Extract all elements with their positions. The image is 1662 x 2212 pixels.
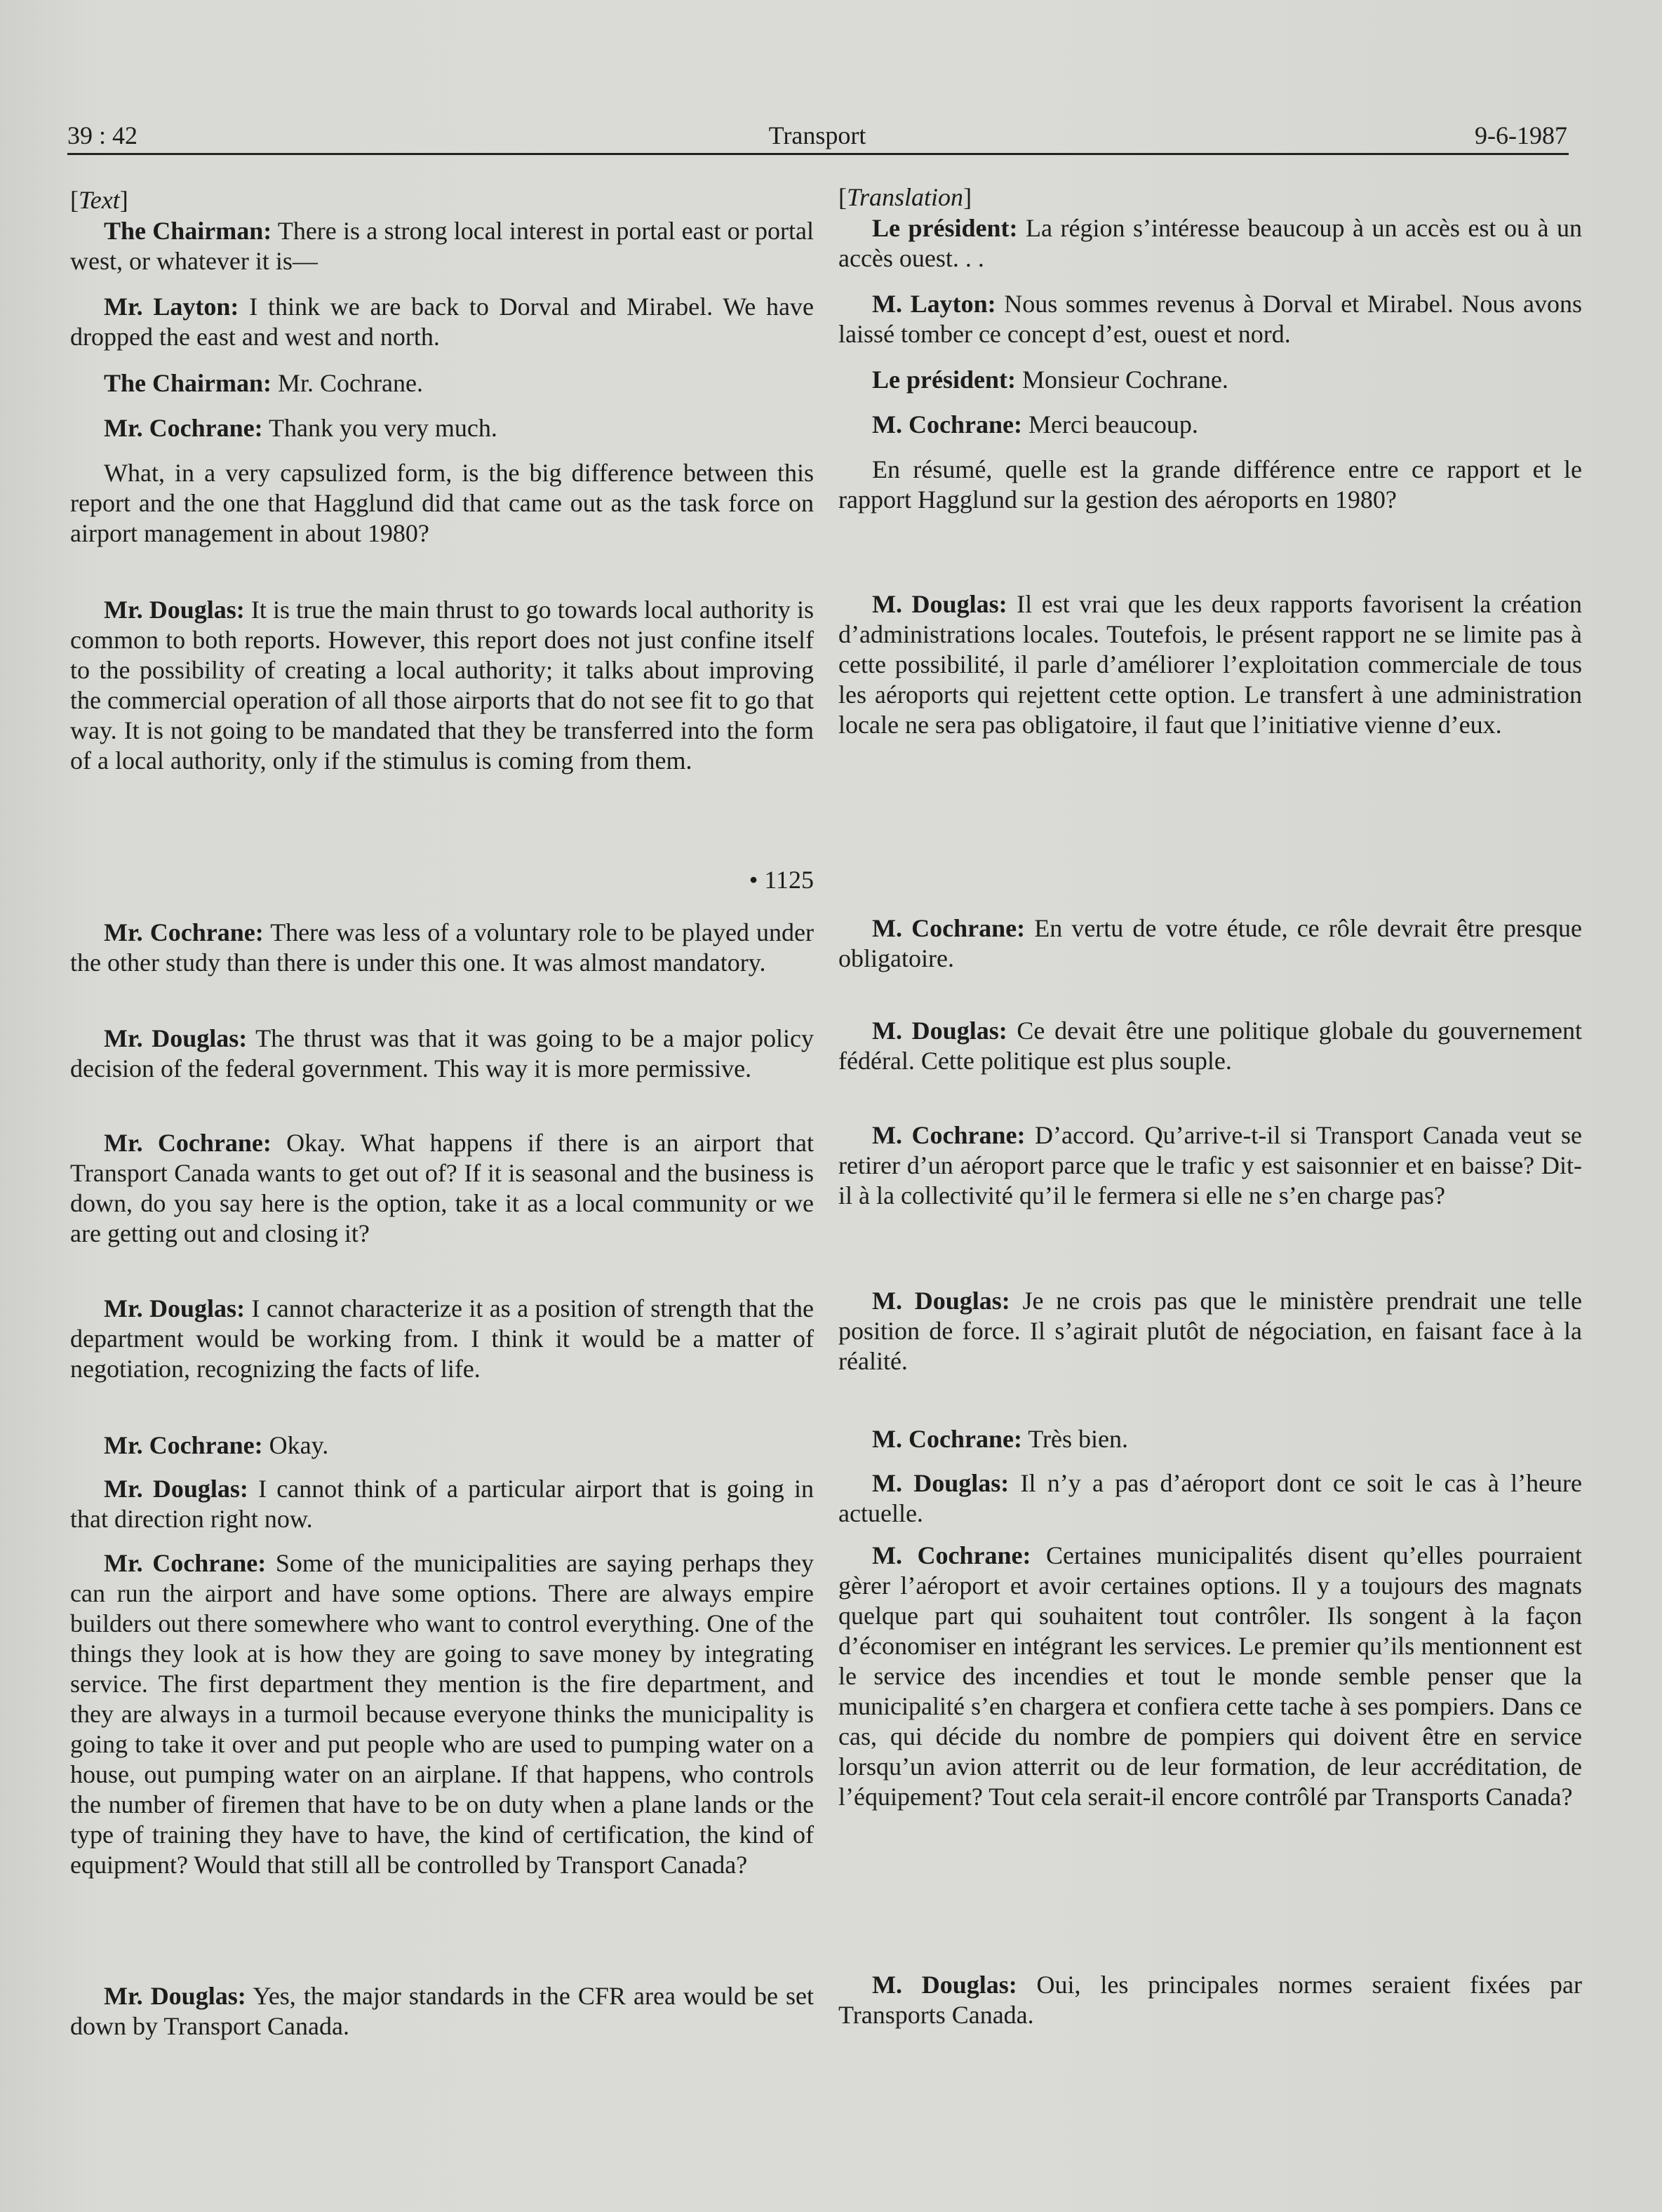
speech-block: The Chairman: Mr. Cochrane. [104, 369, 423, 397]
speech-block: En résumé, quelle est la grande différence entre ce rapport et le rapport Hagglund sur la gestion des aéroports en 1980? [838, 455, 1582, 514]
time-marker: • 1125 [749, 866, 814, 894]
speech-block: Mr. Cochrane: Thank you very much. [104, 414, 497, 442]
speech-block: M. Douglas: Je ne crois pas que le ministère prendrait une telle position de force. Il s’agirait plutôt de négociation, en faisant face à la réalité. [838, 1287, 1582, 1375]
page-number: 39 : 42 [67, 121, 138, 149]
speech-block: M. Douglas: Il est vrai que les deux rapports favorisent la création d’administrations locales. Toutefois, le présent rapport ne se limite pas à cette possibilité, il parle d’améliorer l’exploitation commerciale de tous les aéroports qui rejettent cette option. Le transfert à une administration locale ne sera pas obligatoire, il faut que l’initiative vienne d’eux. [838, 590, 1583, 739]
speech-block: Mr. Douglas: I cannot think of a particular airport that is going in that direction right now. [70, 1475, 815, 1533]
speech-block: Le président: La région s’intéresse beaucoup à un accès est ou à un accès ouest. . . [838, 214, 1582, 272]
speech-block: Le président: Monsieur Cochrane. [872, 366, 1228, 394]
speech-block: Mr. Cochrane: Okay. [104, 1431, 329, 1459]
speech-block: M. Cochrane: Merci beaucoup. [872, 410, 1198, 438]
speech-block: Mr. Cochrane: Some of the municipalities are saying perhaps they can run the airport and have some options. There are always empire builders out there somewhere who want to control everything. One of the things they look at is how they are going to save money by integrating service. The first department they mention is the fire department, and they are always in a turmoil because everyone thinks the municipality is going to take it over and put people who are used to pumping water on a house, out pumping water on an airplane. If that happens, who controls the number of firemen that have to be on duty when a plane lands or the type of training they have to have, the kind of certification, the kind of equipment? Would that still all be controlled by Transport Canada? [70, 1549, 814, 1879]
speech-block: M. Douglas: Oui, les principales normes seraient fixées par Transports Canada. [838, 1971, 1582, 2029]
speech-block: Mr. Douglas: Yes, the major standards in the CFR area would be set down by Transport Canada. [70, 1982, 815, 2040]
speech-block: M. Douglas: Ce devait être une politique globale du gouvernement fédéral. Cette politique est plus souple. [838, 1017, 1582, 1075]
speech-block: The Chairman: There is a strong local interest in portal east or portal west, or whatever it is— [70, 217, 814, 275]
speech-block: M. Cochrane: D’accord. Qu’arrive-t-il si Transport Canada veut se retirer d’un aéroport parce que le trafic y est saisonnier et en baisse? Dit-il à la collectivité qu’il le fermera si elle ne s’en charge pas? [838, 1121, 1582, 1209]
publication-title: Transport [768, 121, 866, 149]
running-header [67, 121, 1567, 157]
section-tag: [Text] [70, 186, 128, 214]
speech-block: Mr. Layton: I think we are back to Dorval and Mirabel. We have dropped the east and west and north. [70, 293, 814, 351]
section-tag: [Translation] [838, 183, 972, 211]
speech-block: What, in a very capsulized form, is the big difference between this report and the one that Hagglund did that came out as the task force on airport management in about 1980? [70, 459, 814, 547]
speech-block: M. Cochrane: Très bien. [872, 1425, 1128, 1453]
speech-block: M. Layton: Nous sommes revenus à Dorval et Mirabel. Nous avons laissé tomber ce concept d’est, ouest et nord. [838, 290, 1582, 348]
speech-block: M. Douglas: Il n’y a pas d’aéroport dont ce soit le cas à l’heure actuelle. [838, 1469, 1583, 1527]
speech-block: Mr. Cochrane: Okay. What happens if there is an airport that Transport Canada wants to get out of? If it is seasonal and the business is down, do you say here is the option, take it as a local community or we are getting out and closing it? [70, 1129, 814, 1247]
speech-block: Mr. Douglas: The thrust was that it was going to be a major policy decision of the federal government. This way it is more permissive. [70, 1024, 815, 1082]
header-rule [67, 153, 1569, 155]
speech-block: M. Cochrane: Certaines municipalités disent qu’elles pourraient gèrer l’aéroport et avoir certaines options. Il y a toujours des magnats quelque part qui souhaitent tout contrôler. Ils songent à la façon d’économiser en intégrant les services. Le premier qu’ils mentionnent est le service des incendies et tout le monde semble penser que la municipalité s’en chargera et confiera cette tache à ses pompiers. Dans ce cas, qui décide du nombre de pompiers qui doivent être en service lorsqu’un avion atterrit ou de leur formation, de leur accréditation, de l’équipement? Tout cela serait-il encore contrôlé par Transports Canada? [838, 1541, 1583, 1811]
speech-block: Mr. Cochrane: There was less of a voluntary role to be played under the other study than there is under this one. It was almost mandatory. [70, 918, 814, 977]
speech-block: Mr. Douglas: It is true the main thrust to go towards local authority is common to both reports. However, this report does not just confine itself to the possibility of creating a local authority; it talks about improving the commercial operation of all those airports that do not see fit to go that way. It is not going to be mandated that they be transferred into the form of a local authority, only if the stimulus is coming from them. [70, 596, 815, 775]
page-date: 9-6-1987 [1475, 121, 1567, 149]
speech-block: Mr. Douglas: I cannot characterize it as a position of strength that the department would be working from. I think it would be a matter of negotiation, recognizing the facts of life. [70, 1294, 814, 1383]
speech-block: M. Cochrane: En vertu de votre étude, ce rôle devrait être presque obligatoire. [838, 914, 1582, 972]
